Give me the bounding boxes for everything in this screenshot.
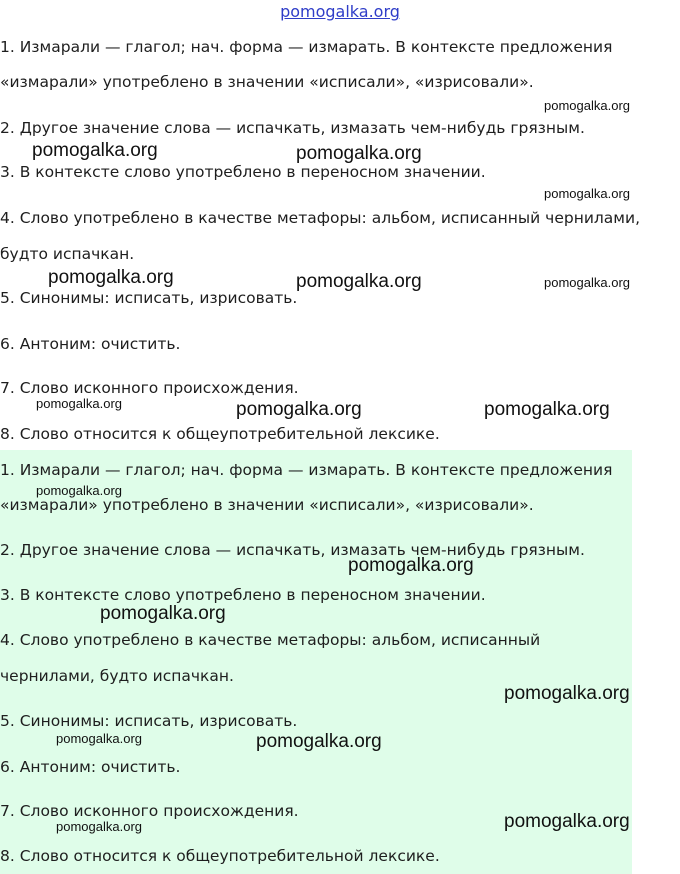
answer-line: 5. Синонимы: исписать, изрисовать. [0,289,298,307]
answer-line: 4. Слово употреблено в качестве метафоры: альбом, исписанный [0,631,541,649]
answer-line: 3. В контексте слово употреблено в переносном значении. [0,163,486,181]
answer-line: 5. Синонимы: исписать, изрисовать. [0,712,298,730]
answer-line: 2. Другое значение слова — испачкать, измазать чем-нибудь грязным. [0,541,585,559]
answer-line: «измарали» употреблено в значении «исписали», «изрисовали». [0,73,534,91]
answer-line: 1. Измарали — глагол; нач. форма — измарать. В контексте предложения [0,461,613,479]
watermark: pomogalka.org [48,267,174,288]
watermark: pomogalka.org [504,811,630,832]
answer-line: «измарали» употреблено в значении «исписали», «изрисовали». [0,496,534,514]
watermark: pomogalka.org [56,731,142,746]
watermark: pomogalka.org [544,186,630,201]
watermark: pomogalka.org [36,483,122,498]
watermark: pomogalka.org [36,396,122,411]
answer-line: 8. Слово относится к общеупотребительной лексике. [0,425,440,443]
watermark: pomogalka.org [544,275,630,290]
watermark: pomogalka.org [56,819,142,834]
watermark: pomogalka.org [348,555,474,576]
watermark: pomogalka.org [32,140,158,161]
answer-line: 4. Слово употреблено в качестве метафоры: альбом, исписанный чернилами, [0,209,640,227]
site-header-link[interactable]: pomogalka.org [280,2,400,21]
answer-line: 6. Антоним: очистить. [0,335,181,353]
watermark: pomogalka.org [256,731,382,752]
answer-line: 6. Антоним: очистить. [0,758,181,776]
answer-line: чернилами, будто испачкан. [0,667,234,685]
watermark: pomogalka.org [100,603,226,624]
answer-line: 3. В контексте слово употреблено в переносном значении. [0,586,486,604]
watermark: pomogalka.org [296,143,422,164]
watermark: pomogalka.org [236,399,362,420]
answer-line: будто испачкан. [0,245,135,263]
watermark: pomogalka.org [544,98,630,113]
watermark: pomogalka.org [504,683,630,704]
answer-line: 7. Слово исконного происхождения. [0,802,299,820]
answer-line: 8. Слово относится к общеупотребительной лексике. [0,847,440,865]
watermark: pomogalka.org [484,399,610,420]
answer-line: 7. Слово исконного происхождения. [0,379,299,397]
answer-line: 2. Другое значение слова — испачкать, измазать чем-нибудь грязным. [0,119,585,137]
answer-line: 1. Измарали — глагол; нач. форма — измарать. В контексте предложения [0,38,613,56]
watermark: pomogalka.org [296,271,422,292]
